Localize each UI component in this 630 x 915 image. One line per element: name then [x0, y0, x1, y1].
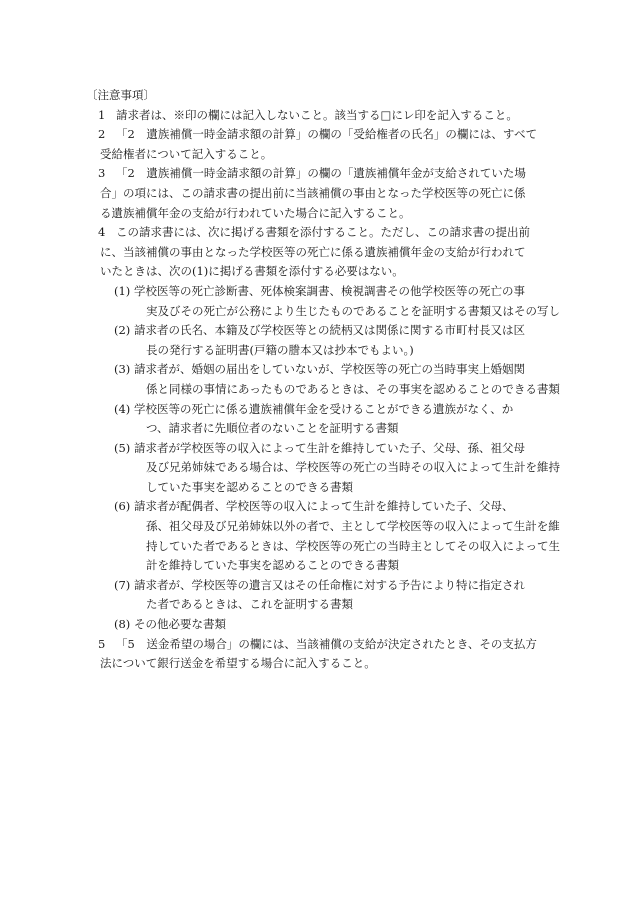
- note-line: る遺族補償年金の支給が行われていた場合に記入すること。: [100, 205, 411, 220]
- attachment-line: 係と同様の事情にあったものであるときは、その事実を認めることのできる書類: [146, 381, 560, 396]
- note-line: に、当該補償の事由となった学校医等の死亡に係る遺族補償年金の支給が行われて: [100, 244, 526, 259]
- note-item-4: [86, 223, 556, 282]
- note-line: 「2 遺族補償一時金請求額の計算」の欄の「遺族補償年金が支給されていた場: [116, 166, 526, 181]
- note-number: 2: [98, 127, 106, 142]
- attachment-line: た者であるときは、これを証明する書類: [146, 597, 353, 612]
- note-number: 5: [98, 636, 106, 651]
- attachment-line: 学校医等の死亡に係る遺族補償年金を受けることができる遺族がなく、か: [134, 401, 514, 416]
- note-line: 「5 送金希望の場合」の欄には、当該補償の支給が決定されたとき、その支払方: [116, 636, 537, 651]
- attachment-line: つ、請求者に先順位者のないことを証明する書類: [146, 421, 399, 436]
- note-line: 「2 遺族補償一時金請求額の計算」の欄の「受給権者の氏名」の欄には、すべて: [116, 127, 538, 142]
- note-line: 法について銀行送金を希望する場合に記入すること。: [100, 656, 376, 671]
- note-number: 4: [98, 225, 106, 240]
- attachment-line: 及び兄弟姉妹である場合は、学校医等の死亡の当時その収入によって生計を維持: [146, 460, 560, 475]
- note-line: 合」の項には、この請求書の提出前に当該補償の事由となった学校医等の死亡に係: [100, 185, 526, 200]
- note-item-3: [86, 164, 556, 223]
- attachment-line: 実及びその死亡が公務により生じたものであることを証明する書類又はその写し: [146, 303, 560, 318]
- attachment-number: (2): [114, 323, 131, 338]
- attachment-item-4: [86, 400, 556, 439]
- attachment-line: 請求者が、婚姻の届出をしていないが、学校医等の死亡の当時事実上婚姻関: [134, 362, 525, 377]
- attachment-line: していた事実を認めることのできる書類: [146, 479, 353, 494]
- note-line: いたときは、次の(1)に掲げる書類を添付する必要はない。: [100, 264, 404, 279]
- attachment-line: 長の発行する証明書(戸籍の謄本又は抄本でもよい。): [146, 342, 414, 357]
- note-number: 1: [98, 107, 106, 122]
- attachment-line: 請求者が配偶者、学校医等の収入によって生計を維持していた子、父母、: [134, 499, 514, 514]
- attachment-item-1: [86, 282, 560, 321]
- attachment-item-7: [86, 576, 556, 615]
- attachment-number: (3): [114, 362, 131, 377]
- attachment-number: (4): [114, 401, 131, 416]
- attachment-line: 孫、祖父母及び兄弟姉妹以外の者で、主として学校医等の収入によって生計を維: [146, 519, 560, 534]
- attachment-number: (8): [114, 617, 131, 632]
- note-line: この請求書には、次に掲げる書類を添付すること。ただし、この請求書の提出前: [116, 225, 530, 240]
- attachment-line: 持していた者であるときは、学校医等の死亡の当時主としてその収入によって生: [146, 538, 560, 553]
- notes-heading: 〔注意事項〕: [86, 88, 155, 102]
- attachment-line: 請求者が学校医等の収入によって生計を維持していた子、父母、孫、祖父母: [134, 440, 525, 455]
- attachment-item-8: [86, 615, 556, 635]
- attachment-number: (1): [114, 283, 131, 298]
- note-number: 3: [98, 166, 106, 181]
- attachment-line: 請求者が、学校医等の遺言又はその任命権に対する予告により特に指定され: [134, 577, 525, 592]
- attachment-number: (7): [114, 577, 131, 592]
- attachment-item-3: [86, 360, 560, 399]
- notes-section: [86, 86, 560, 674]
- attachment-number: (6): [114, 499, 131, 514]
- note-line: 請求者は、※印の欄には記入しないこと。該当する□にレ印を記入すること。: [116, 107, 518, 122]
- attachment-item-5: [86, 439, 560, 498]
- note-item-2: [86, 125, 556, 164]
- note-item-5: [86, 635, 556, 674]
- attachment-line: 請求者の氏名、本籍及び学校医等との続柄又は関係に関する市町村長又は区: [134, 323, 525, 338]
- attachment-item-2: [86, 321, 556, 360]
- note-line: 受給権者について記入すること。: [100, 146, 273, 161]
- attachment-item-6: [86, 497, 560, 575]
- attachment-number: (5): [114, 440, 131, 455]
- attachment-line: 計を維持していた事実を認めることのできる書類: [146, 558, 399, 573]
- attachment-line: 学校医等の死亡診断書、死体検案調書、検視調書その他学校医等の死亡の事: [134, 283, 525, 298]
- note-item-1: [86, 106, 556, 126]
- attachment-line: その他必要な書類: [134, 617, 226, 632]
